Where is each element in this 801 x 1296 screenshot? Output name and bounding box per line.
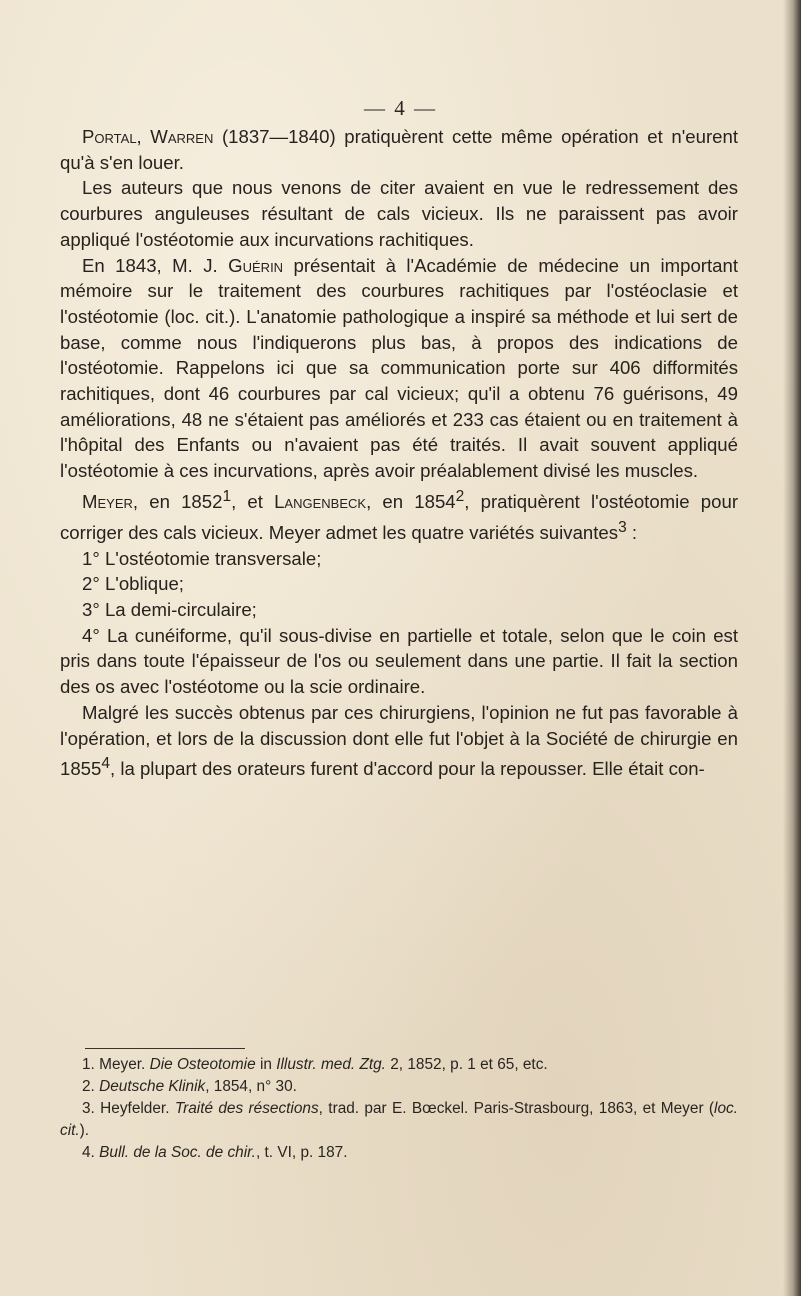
footnote-number: 4. (82, 1144, 95, 1161)
paragraph-portal-warren (60, 124, 738, 175)
footnote-text: , 1854, n° 30. (205, 1078, 297, 1095)
footnote-text: in (255, 1056, 277, 1073)
footnote-number: 1. (82, 1056, 95, 1073)
author-langenbeck: Langenbeck (274, 491, 367, 513)
author-meyer: Meyer (82, 491, 133, 513)
footnotes (60, 1054, 738, 1164)
footnote-number: 3. (82, 1100, 95, 1117)
footnote-ref-4[interactable]: 4 (101, 755, 110, 773)
paragraph-malgre (60, 700, 738, 782)
paragraph-prefix: En 1843, M. J. (82, 254, 229, 276)
paragraph-guerin (60, 253, 738, 484)
footnote-1 (60, 1054, 738, 1076)
author-portal-warren: Portal, Warren (82, 126, 214, 147)
text-segment: , en 1854 (366, 491, 456, 513)
list-item-demi-circulaire: 3° La demi-circulaire; (82, 599, 257, 621)
footnote-text: , t. VI, p. 187. (255, 1144, 348, 1161)
paragraph-text: (1837—1840) pratiquèrent cette même opération et n'eurent qu'à s'en louer. (60, 126, 738, 173)
footnote-journal: Illustr. med. Ztg. (276, 1056, 386, 1073)
text-segment: , et (231, 491, 275, 513)
footnote-text: ). (79, 1122, 90, 1139)
list-item-oblique: 2° L'oblique; (82, 573, 184, 595)
footnote-title: Traité des résections (174, 1100, 319, 1117)
footnote-text: Heyfelder. (94, 1100, 175, 1117)
footnote-divider (85, 1048, 245, 1049)
text-segment: : (626, 521, 638, 543)
footnote-3 (60, 1098, 738, 1142)
paragraph-auteurs: Les auteurs que nous venons de citer avaient en vue le redressement des courbures anguleuses résultant de cals vicieux. Ils ne paraissent pas avoir appliqué l'ostéotomie aux incurvations rachitiques. (60, 177, 738, 250)
page-edge-shadow (783, 0, 801, 1296)
paragraph-text: présentait à l'Académie de médecine un important mémoire sur le traitement des courbures rachitiques par l'ostéoclasie et l'ostéotomie (loc. cit.). L'anatomie pathologique a inspiré sa méthode et lui sert de base, comme nous l'indiquerons plus bas, à propos des indications de l'ostéotomie. Rappelons ici que sa communication porte sur 406 difformités rachitiques, dont 46 courbures par cal vicieux; qu'il a obtenu 76 guérisons, 49 améliorations, 48 ne s'étaient pas améliorés et 233 cas étaient ou en traitement à l'hôpital des Enfants ou n'avaient pas été traités. Il avait souvent appliqué l'ostéotomie à ces incurvations, après avoir préalablement divisé les muscles. (60, 254, 739, 482)
list-item-transversale: 1° L'ostéotomie transversale; (82, 547, 322, 569)
text-segment: , pratiquèrent l'ostéotomie pour corriger des cals vicieux. Meyer admet les quatre variétés suivantes (60, 491, 739, 543)
footnote-journal: Bull. de la Soc. de chir. (94, 1144, 256, 1161)
list-item-cuneiforme: 4° La cunéiforme, qu'il sous-divise en partielle et totale, selon que le coin est pris dans toute l'épaisseur de l'os ou seulement dans une partie. Il fait la section des os avec l'ostéotome ou la scie ordinaire. (60, 624, 738, 698)
paragraph-meyer-langenbeck (60, 484, 738, 546)
footnote-text: 2, 1852, p. 1 et 65, etc. (385, 1056, 548, 1073)
footnote-ref-3[interactable]: 3 (618, 518, 627, 536)
footnote-2 (60, 1076, 738, 1098)
author-guerin: Guérin (228, 254, 284, 276)
page-number: — 4 — (364, 96, 437, 120)
footnote-4 (60, 1142, 738, 1164)
text-segment: , la plupart des orateurs furent d'accord pour la repousser. Elle était con- (110, 758, 705, 780)
text-segment: Malgré les succès obtenus par ces chirurgiens, l'opinion ne fut pas favorable à l'opération, et lors de la discussion dont elle fut l'objet à la Société de chirurgie en 1855 (60, 701, 738, 780)
footnote-text: , trad. par E. Bœckel. Paris-Strasbourg, 1863, et Meyer ( (318, 1100, 715, 1117)
footnote-ref-2[interactable]: 2 (455, 487, 465, 505)
main-text (60, 124, 738, 782)
footnote-ref-1[interactable]: 1 (222, 487, 232, 505)
footnote-loc-cit: loc. cit. (60, 1100, 738, 1139)
footnote-journal: Deutsche Klinik (94, 1078, 206, 1095)
footnote-number: 2. (82, 1078, 95, 1095)
footnote-title: Die Osteotomie (149, 1056, 256, 1073)
text-segment: , en 1852 (132, 491, 223, 513)
footnote-text: Meyer. (94, 1056, 150, 1073)
